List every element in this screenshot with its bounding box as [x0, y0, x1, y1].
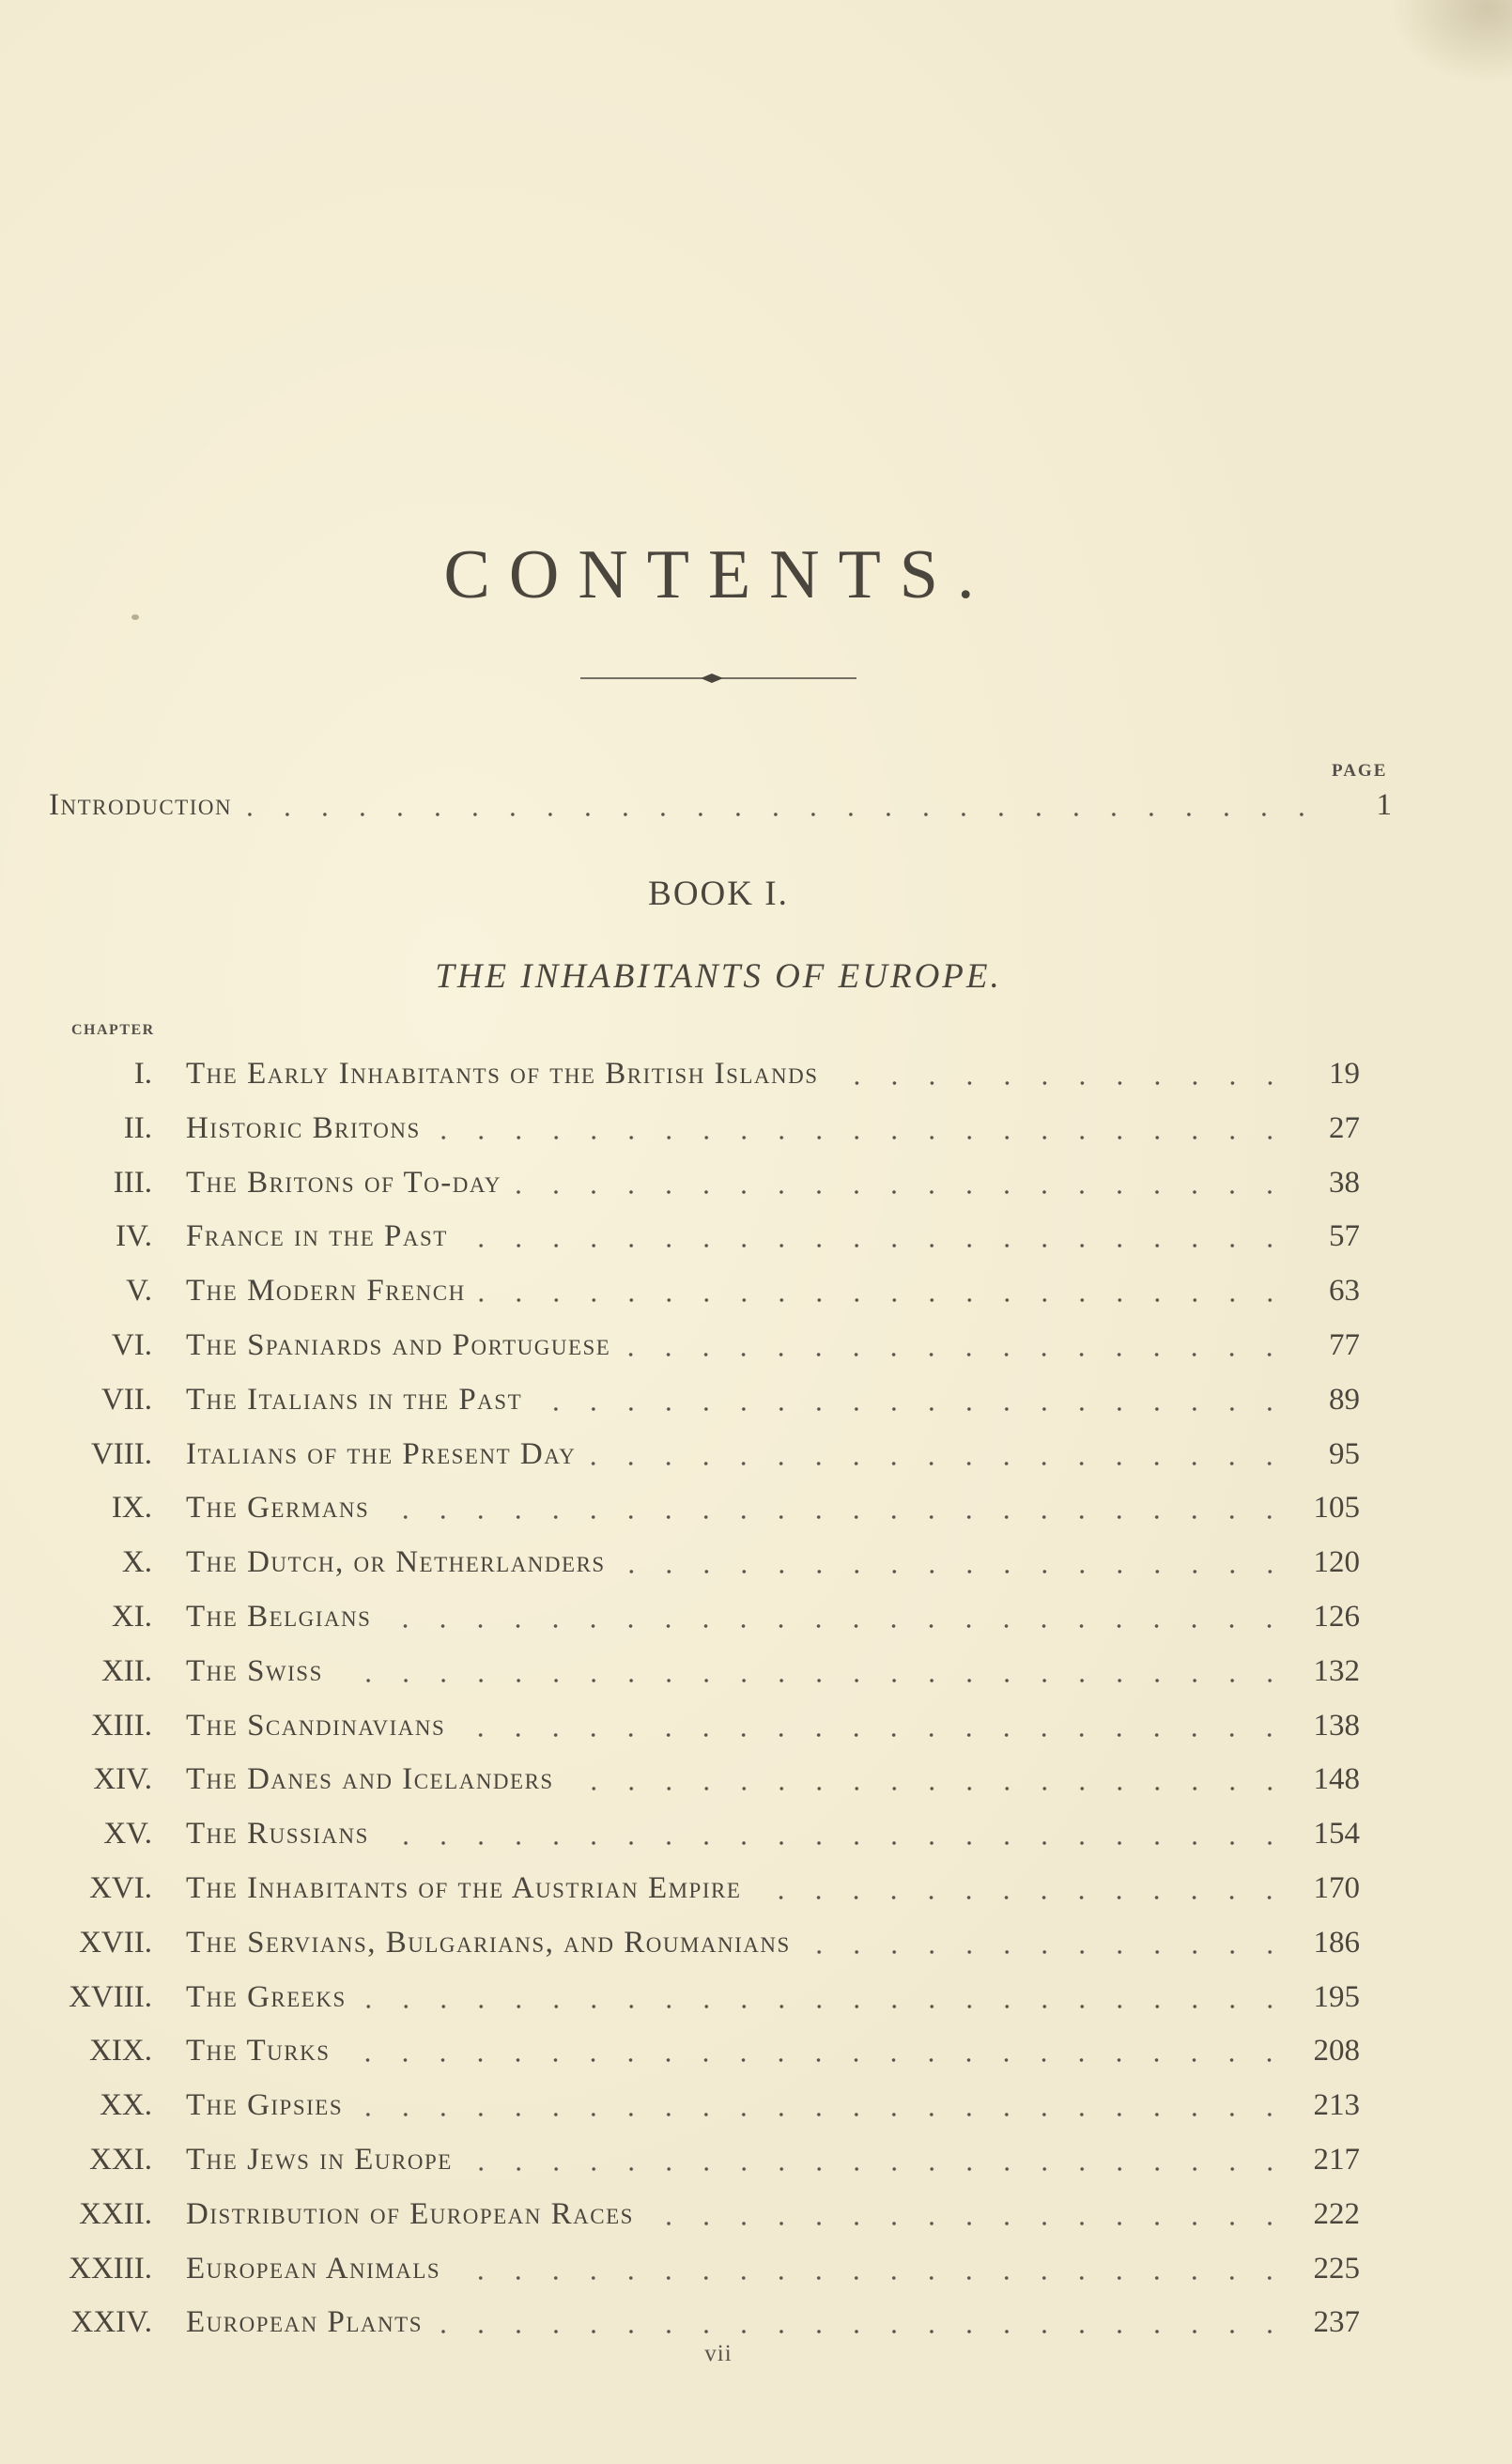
chapter-line [186, 1756, 1360, 1803]
title-ornament-rule [580, 673, 856, 684]
dot-leader [382, 1622, 1288, 1630]
chapter-title: Italians of the Present Day [186, 1436, 577, 1471]
chapter-entry [0, 1865, 1512, 1912]
chapter-column-label: CHAPTER [71, 1022, 155, 1038]
chapter-line [186, 2027, 1360, 2074]
chapter-entry [0, 1974, 1512, 2021]
chapter-line [186, 1376, 1360, 1423]
chapter-line [186, 2082, 1360, 2129]
chapter-title: The Gipsies [186, 2088, 344, 2123]
chapter-title: France in the Past [186, 1219, 448, 1254]
chapter-page: 213 [1313, 2088, 1360, 2123]
chapter-line [186, 1484, 1360, 1531]
chapter-page: 237 [1313, 2305, 1360, 2340]
dot-leader [752, 1894, 1288, 1901]
dot-leader [477, 1296, 1288, 1304]
dot-leader [452, 2274, 1288, 2282]
chapter-page: 154 [1313, 1817, 1360, 1852]
book-subtitle: THE INHABITANTS OF EUROPE. [435, 957, 1002, 996]
chapter-entry [0, 2299, 1512, 2346]
dot-leader [802, 1948, 1288, 1956]
chapter-entry [0, 1539, 1512, 1586]
chapter-title: European Plants [186, 2305, 423, 2340]
chapter-line [186, 1974, 1360, 2021]
chapter-entry [0, 1050, 1512, 1097]
chapter-title: The Modern French [186, 1274, 466, 1309]
chapter-numeral: XXI. [89, 2143, 152, 2177]
chapter-numeral: V. [126, 1274, 152, 1309]
chapter-numeral: XXIII. [69, 2251, 152, 2286]
chapter-title: The Dutch, or Netherlanders [186, 1545, 606, 1580]
page-folio: vii [704, 2341, 733, 2366]
chapter-numeral: I. [133, 1057, 152, 1091]
introduction-title: Introduction [49, 788, 233, 822]
chapter-entry [0, 1756, 1512, 1803]
dot-leader [622, 1351, 1288, 1358]
chapter-line [186, 1865, 1360, 1912]
dot-leader [645, 2220, 1288, 2227]
chapter-numeral: IV. [116, 1219, 152, 1254]
chapter-numeral: XIX. [89, 2034, 152, 2069]
chapter-title: European Animals [186, 2251, 441, 2286]
chapter-line [186, 1322, 1360, 1369]
chapter-numeral: XVI. [89, 1871, 152, 1905]
chapter-page: 27 [1329, 1110, 1360, 1145]
chapter-line [186, 2299, 1360, 2346]
chapter-numeral: XXIV. [70, 2305, 152, 2340]
chapter-numeral: XIV. [93, 1762, 152, 1797]
dot-leader [533, 1405, 1288, 1413]
book-title: BOOK I. [648, 875, 789, 913]
chapter-entry [0, 1702, 1512, 1749]
dot-leader [334, 1677, 1288, 1684]
chapter-title: The Inhabitants of the Austrian Empire [186, 1871, 742, 1905]
ink-speck [131, 614, 139, 620]
chapter-entry [0, 1322, 1512, 1369]
chapter-entry [0, 1213, 1512, 1260]
chapter-title: The Servians, Bulgarians, and Roumanians [186, 1925, 791, 1960]
chapter-page: 19 [1329, 1057, 1360, 1091]
chapter-line [186, 1431, 1360, 1478]
chapter-line [186, 1919, 1360, 1966]
dot-leader [587, 1460, 1288, 1467]
dot-leader [459, 1242, 1288, 1249]
chapter-page: 126 [1313, 1600, 1360, 1634]
chapter-title: The Swiss [186, 1653, 323, 1688]
chapter-entry [0, 2191, 1512, 2238]
chapter-page: 222 [1313, 2196, 1360, 2231]
chapter-numeral: XIII. [90, 1708, 152, 1743]
chapter-page: 186 [1313, 1925, 1360, 1960]
introduction-entry [49, 782, 1392, 822]
chapter-entry [0, 1431, 1512, 1478]
chapter-line [186, 1159, 1360, 1206]
chapter-numeral: XX. [100, 2088, 152, 2123]
chapter-numeral: IX. [111, 1491, 152, 1526]
chapter-entry [0, 1376, 1512, 1423]
chapter-page: 77 [1329, 1328, 1360, 1362]
chapter-entry [0, 1593, 1512, 1640]
chapter-title: The Scandinavians [186, 1708, 446, 1743]
chapter-title: The Germans [186, 1491, 370, 1526]
chapter-entry [0, 2136, 1512, 2183]
chapter-title: The Greeks [186, 1979, 347, 2014]
dot-leader [243, 811, 1320, 818]
chapter-line [186, 2191, 1360, 2238]
chapter-page: 63 [1329, 1274, 1360, 1309]
chapter-page: 170 [1313, 1871, 1360, 1905]
chapter-page: 217 [1313, 2143, 1360, 2177]
chapter-line [186, 1539, 1360, 1586]
chapter-page: 105 [1313, 1491, 1360, 1526]
chapter-numeral: III. [113, 1165, 152, 1200]
page-column-label: PAGE [1332, 761, 1388, 781]
chapter-page: 225 [1313, 2251, 1360, 2286]
chapter-entry [0, 2245, 1512, 2292]
chapter-title: The Russians [186, 1817, 369, 1852]
chapter-line [186, 1213, 1360, 1260]
chapter-title: The Turks [186, 2034, 331, 2069]
chapter-title: The Jews in Europe [186, 2143, 453, 2177]
chapter-entry [0, 1919, 1512, 1966]
chapter-line [186, 2245, 1360, 2292]
chapter-line [186, 2136, 1360, 2183]
chapter-numeral: II. [123, 1110, 152, 1145]
chapter-title: Historic Britons [186, 1110, 421, 1145]
chapter-page: 57 [1329, 1219, 1360, 1254]
chapter-numeral: XI. [111, 1600, 152, 1634]
dot-leader [456, 1731, 1288, 1739]
chapter-title: The Britons of To-day [186, 1165, 502, 1200]
dot-leader [513, 1188, 1288, 1196]
dot-leader [565, 1785, 1288, 1792]
chapter-numeral: VII. [100, 1382, 152, 1417]
chapter-title: The Belgians [186, 1600, 372, 1634]
chapter-numeral: VIII. [90, 1436, 152, 1471]
dot-leader [358, 2003, 1288, 2010]
chapter-numeral: XV. [103, 1817, 152, 1852]
page-title: CONTENTS. [443, 535, 994, 613]
chapter-page: 120 [1313, 1545, 1360, 1580]
chapter-title: The Early Inhabitants of the British Islands [186, 1057, 819, 1091]
dot-leader [617, 1568, 1288, 1575]
chapter-line [186, 1702, 1360, 1749]
chapter-page: 95 [1329, 1436, 1360, 1471]
chapter-title: The Spaniards and Portuguese [186, 1328, 611, 1362]
chapter-entry [0, 1159, 1512, 1206]
dot-leader [341, 2056, 1288, 2064]
chapter-entry [0, 1648, 1512, 1695]
chapter-entry [0, 1810, 1512, 1857]
dot-leader [354, 2111, 1288, 2118]
dot-leader [464, 2165, 1288, 2173]
chapter-page: 138 [1313, 1708, 1360, 1743]
chapter-line [186, 1267, 1360, 1314]
chapter-entry [0, 1105, 1512, 1152]
introduction-page: 1 [1376, 788, 1392, 822]
chapter-title: The Danes and Icelanders [186, 1762, 554, 1797]
chapter-numeral: VI. [111, 1328, 152, 1362]
chapter-page: 208 [1313, 2034, 1360, 2069]
chapter-title: Distribution of European Races [186, 2196, 634, 2231]
dot-leader [830, 1079, 1288, 1087]
chapter-numeral: X. [121, 1545, 152, 1580]
chapter-numeral: XII. [100, 1653, 152, 1688]
chapter-entry [0, 2082, 1512, 2129]
dot-leader [380, 1839, 1288, 1847]
chapter-numeral: XVIII. [69, 1979, 152, 2014]
dot-leader [434, 2328, 1288, 2335]
paper-stain [1390, 0, 1512, 85]
dot-leader [432, 1134, 1288, 1141]
chapter-entry [0, 1484, 1512, 1531]
chapter-entry [0, 1267, 1512, 1314]
chapter-page: 148 [1313, 1762, 1360, 1797]
chapter-line [186, 1593, 1360, 1640]
chapter-line [186, 1050, 1360, 1097]
chapter-numeral: XVII. [79, 1925, 152, 1960]
chapter-page: 195 [1313, 1979, 1360, 2014]
chapter-line [186, 1105, 1360, 1152]
chapter-line [186, 1648, 1360, 1695]
chapter-entry [0, 2027, 1512, 2074]
chapter-line [186, 1810, 1360, 1857]
chapter-page: 89 [1329, 1382, 1360, 1417]
chapter-title: The Italians in the Past [186, 1382, 523, 1417]
chapter-page: 38 [1329, 1165, 1360, 1200]
dot-leader [380, 1513, 1288, 1521]
chapter-page: 132 [1313, 1653, 1360, 1688]
chapter-numeral: XXII. [79, 2196, 152, 2231]
